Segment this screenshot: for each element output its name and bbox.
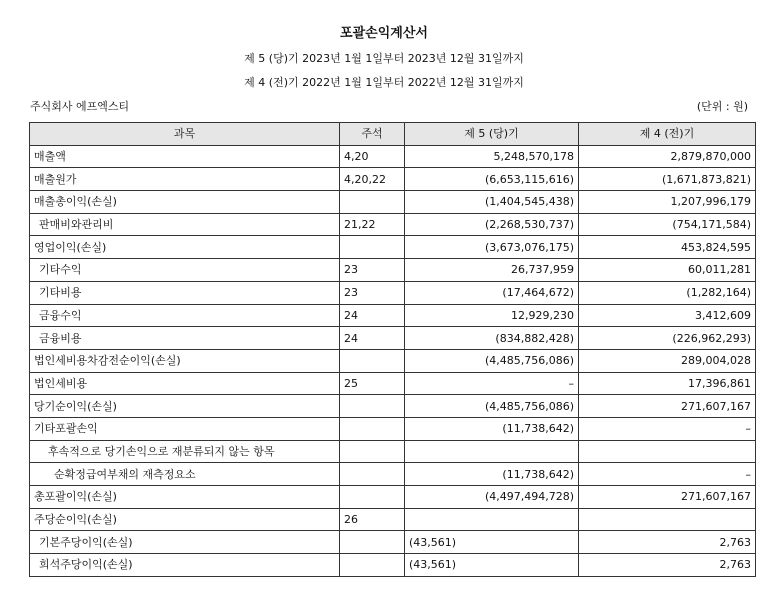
table-row (30, 395, 756, 418)
row-prior-value: 453,824,595 (579, 236, 756, 259)
row-current-value (405, 440, 579, 463)
row-label: 매출원가 (30, 168, 340, 191)
current-period-line: 제 5 (당)기 2023년 1월 1일부터 2023년 12월 31일까지 (244, 52, 524, 65)
row-current-value: (4,485,756,086) (405, 395, 579, 418)
row-label: 금융수익 (30, 304, 340, 327)
table-row (30, 554, 756, 577)
row-note: 4,20 (340, 145, 405, 168)
header-current-period: 제 5 (당)기 (405, 123, 579, 146)
table-row (30, 372, 756, 395)
company-name: 주식회사 에프엑스티 (30, 100, 130, 113)
row-current-value: (17,464,672) (405, 281, 579, 304)
unit-label: (단위 : 원) (696, 100, 748, 113)
row-current-value: (4,485,756,086) (405, 349, 579, 372)
row-note (340, 191, 405, 214)
row-label: 총포괄이익(손실) (30, 486, 340, 509)
row-note: 24 (340, 327, 405, 350)
row-current-value: (43,561) (405, 554, 579, 577)
row-note (340, 554, 405, 577)
row-prior-value: (1,282,164) (579, 281, 756, 304)
row-prior-value: (754,171,584) (579, 213, 756, 236)
income-statement-table (29, 122, 756, 577)
row-note: 4,20,22 (340, 168, 405, 191)
row-prior-value: 17,396,861 (579, 372, 756, 395)
row-current-value: (6,653,115,616) (405, 168, 579, 191)
row-current-value: (4,497,494,728) (405, 486, 579, 509)
table-row (30, 304, 756, 327)
row-note (340, 531, 405, 554)
row-prior-value: 271,607,167 (579, 486, 756, 509)
row-label: 기타수익 (30, 259, 340, 282)
row-label: 기본주당이익(손실) (30, 531, 340, 554)
table-row (30, 236, 756, 259)
table-row (30, 191, 756, 214)
row-prior-value: 1,207,996,179 (579, 191, 756, 214)
row-label: 기타포괄손익 (30, 417, 340, 440)
row-note: 25 (340, 372, 405, 395)
table-row (30, 145, 756, 168)
row-current-value: (3,673,076,175) (405, 236, 579, 259)
row-note (340, 395, 405, 418)
row-label: 금융비용 (30, 327, 340, 350)
row-prior-value: (1,671,873,821) (579, 168, 756, 191)
row-note (340, 486, 405, 509)
table-row (30, 440, 756, 463)
row-prior-value: 271,607,167 (579, 395, 756, 418)
row-note (340, 463, 405, 486)
row-note: 26 (340, 508, 405, 531)
row-prior-value (579, 440, 756, 463)
table-row (30, 486, 756, 509)
prior-period-line: 제 4 (전)기 2022년 1월 1일부터 2022년 12월 31일까지 (244, 76, 524, 89)
row-note (340, 349, 405, 372)
table-row (30, 531, 756, 554)
row-current-value: (11,738,642) (405, 463, 579, 486)
table-header-row (30, 123, 756, 146)
header-account: 과목 (30, 123, 340, 146)
row-label: 판매비와관리비 (30, 213, 340, 236)
table-row (30, 168, 756, 191)
row-current-value: 12,929,230 (405, 304, 579, 327)
row-current-value: (1,404,545,438) (405, 191, 579, 214)
row-current-value: (11,738,642) (405, 417, 579, 440)
table-row (30, 463, 756, 486)
row-prior-value: 60,011,281 (579, 259, 756, 282)
row-label: 주당순이익(손실) (30, 508, 340, 531)
table-row (30, 508, 756, 531)
table-row (30, 281, 756, 304)
row-current-value: 26,737,959 (405, 259, 579, 282)
row-current-value: (2,268,530,737) (405, 213, 579, 236)
row-prior-value: – (579, 417, 756, 440)
row-prior-value: 3,412,609 (579, 304, 756, 327)
row-current-value: (834,882,428) (405, 327, 579, 350)
row-note: 24 (340, 304, 405, 327)
row-note: 21,22 (340, 213, 405, 236)
row-label: 법인세비용차감전순이익(손실) (30, 349, 340, 372)
row-label: 기타비용 (30, 281, 340, 304)
table-row (30, 213, 756, 236)
row-prior-value: 2,763 (579, 554, 756, 577)
row-prior-value: 2,879,870,000 (579, 145, 756, 168)
table-row (30, 349, 756, 372)
row-label: 영업이익(손실) (30, 236, 340, 259)
row-note: 23 (340, 259, 405, 282)
row-note (340, 440, 405, 463)
row-label: 매출총이익(손실) (30, 191, 340, 214)
row-label: 법인세비용 (30, 372, 340, 395)
row-current-value: – (405, 372, 579, 395)
row-label: 매출액 (30, 145, 340, 168)
row-current-value: (43,561) (405, 531, 579, 554)
document-title: 포괄손익계산서 (340, 26, 428, 41)
row-label: 순확정급여부채의 재측정요소 (30, 463, 340, 486)
row-prior-value: (226,962,293) (579, 327, 756, 350)
table-row (30, 417, 756, 440)
row-label: 당기순이익(손실) (30, 395, 340, 418)
row-label: 후속적으로 당기손익으로 재분류되지 않는 항목 (30, 440, 340, 463)
row-current-value (405, 508, 579, 531)
row-note: 23 (340, 281, 405, 304)
row-prior-value: – (579, 463, 756, 486)
row-note (340, 236, 405, 259)
row-current-value: 5,248,570,178 (405, 145, 579, 168)
table-row (30, 327, 756, 350)
row-prior-value: 289,004,028 (579, 349, 756, 372)
row-prior-value (579, 508, 756, 531)
row-note (340, 417, 405, 440)
row-label: 희석주당이익(손실) (30, 554, 340, 577)
header-prior-period: 제 4 (전)기 (579, 123, 756, 146)
row-prior-value: 2,763 (579, 531, 756, 554)
header-note: 주석 (340, 123, 405, 146)
table-body (30, 145, 756, 576)
table-row (30, 259, 756, 282)
